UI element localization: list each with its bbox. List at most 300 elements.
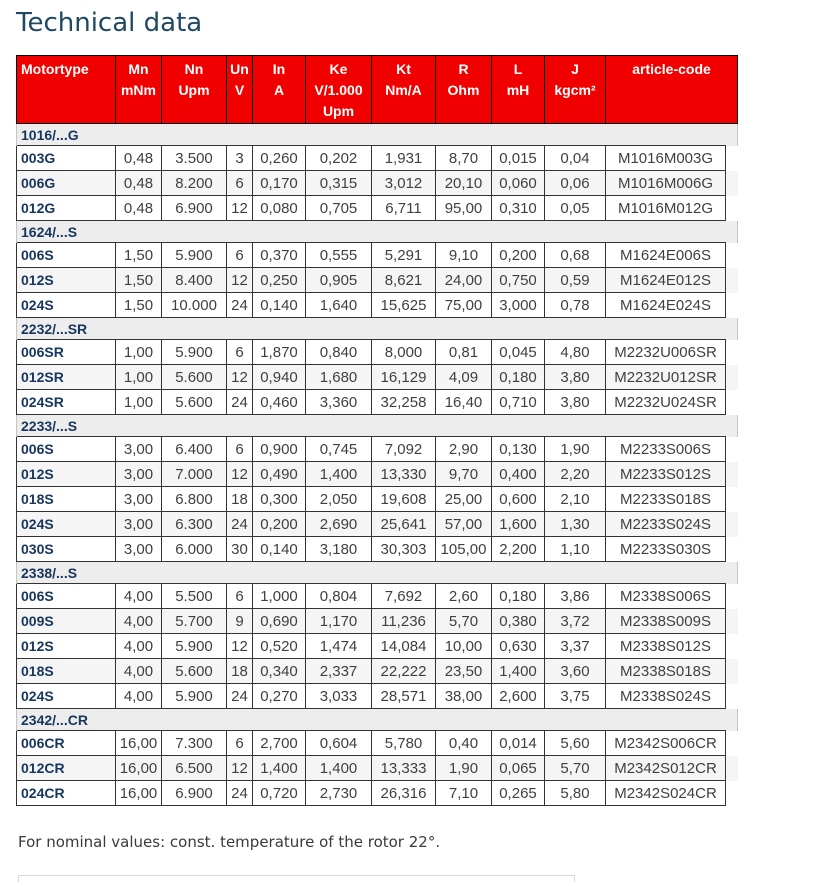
column-header-nn: Nn Upm <box>162 56 227 124</box>
header-row <box>17 56 738 124</box>
kt-cell: 22,222 <box>372 659 436 684</box>
bottom-partial-box <box>18 875 575 882</box>
mn-cell: 16,00 <box>116 781 162 806</box>
un-cell: 24 <box>227 684 253 709</box>
un-cell: 12 <box>227 756 253 781</box>
l-cell: 0,750 <box>492 268 545 293</box>
l-cell: 0,380 <box>492 609 545 634</box>
article-code-cell: M2232U012SR <box>606 365 726 390</box>
in-cell: 1,400 <box>253 756 306 781</box>
filler-cell <box>726 584 738 609</box>
column-header-l: L mH <box>492 56 545 124</box>
nn-cell: 8.200 <box>162 171 227 196</box>
ke-cell: 0,202 <box>306 146 372 171</box>
data-row <box>17 781 738 806</box>
l-cell: 3,000 <box>492 293 545 318</box>
mn-cell: 1,50 <box>116 243 162 268</box>
r-cell: 10,00 <box>436 634 492 659</box>
nn-cell: 6.300 <box>162 512 227 537</box>
r-cell: 7,10 <box>436 781 492 806</box>
r-cell: 16,40 <box>436 390 492 415</box>
in-cell: 0,300 <box>253 487 306 512</box>
un-cell: 12 <box>227 365 253 390</box>
un-cell: 3 <box>227 146 253 171</box>
data-row <box>17 609 738 634</box>
mn-cell: 4,00 <box>116 609 162 634</box>
filler-cell <box>726 684 738 709</box>
motortype-cell: 003G <box>17 146 116 171</box>
ke-cell: 2,730 <box>306 781 372 806</box>
ke-cell: 1,640 <box>306 293 372 318</box>
l-cell: 2,200 <box>492 537 545 562</box>
kt-cell: 8,621 <box>372 268 436 293</box>
filler-cell <box>726 340 738 365</box>
filler-cell <box>726 243 738 268</box>
mn-cell: 4,00 <box>116 659 162 684</box>
j-cell: 1,90 <box>545 437 606 462</box>
in-cell: 0,720 <box>253 781 306 806</box>
data-row <box>17 243 738 268</box>
mn-cell: 0,48 <box>116 146 162 171</box>
data-row <box>17 634 738 659</box>
motortype-cell: 006G <box>17 171 116 196</box>
motortype-cell: 006S <box>17 243 116 268</box>
article-code-cell: M2338S018S <box>606 659 726 684</box>
filler-cell <box>726 537 738 562</box>
data-row <box>17 684 738 709</box>
mn-cell: 4,00 <box>116 584 162 609</box>
group-label: 2338/...S <box>17 562 738 584</box>
filler-cell <box>726 390 738 415</box>
un-cell: 12 <box>227 462 253 487</box>
group-label: 2233/...S <box>17 415 738 437</box>
mn-cell: 3,00 <box>116 512 162 537</box>
article-code-cell: M1016M006G <box>606 171 726 196</box>
motortype-cell: 009S <box>17 609 116 634</box>
un-cell: 6 <box>227 584 253 609</box>
in-cell: 0,250 <box>253 268 306 293</box>
page-title: Technical data <box>16 8 203 38</box>
r-cell: 24,00 <box>436 268 492 293</box>
data-row <box>17 340 738 365</box>
column-header-kt: Kt Nm/A <box>372 56 436 124</box>
kt-cell: 30,303 <box>372 537 436 562</box>
nn-cell: 6.800 <box>162 487 227 512</box>
l-cell: 1,400 <box>492 659 545 684</box>
motortype-cell: 012S <box>17 634 116 659</box>
group-label: 1016/...G <box>17 124 738 146</box>
ke-cell: 1,170 <box>306 609 372 634</box>
data-row <box>17 731 738 756</box>
nn-cell: 5.600 <box>162 659 227 684</box>
article-code-cell: M1016M012G <box>606 196 726 221</box>
j-cell: 5,80 <box>545 781 606 806</box>
l-cell: 0,065 <box>492 756 545 781</box>
kt-cell: 11,236 <box>372 609 436 634</box>
kt-cell: 13,330 <box>372 462 436 487</box>
article-code-cell: M1624E024S <box>606 293 726 318</box>
r-cell: 9,10 <box>436 243 492 268</box>
data-row <box>17 512 738 537</box>
filler-cell <box>726 731 738 756</box>
un-cell: 6 <box>227 437 253 462</box>
in-cell: 1,000 <box>253 584 306 609</box>
filler-cell <box>726 293 738 318</box>
r-cell: 25,00 <box>436 487 492 512</box>
l-cell: 0,180 <box>492 584 545 609</box>
ke-cell: 0,555 <box>306 243 372 268</box>
nn-cell: 3.500 <box>162 146 227 171</box>
ke-cell: 0,705 <box>306 196 372 221</box>
r-cell: 95,00 <box>436 196 492 221</box>
motortype-cell: 012SR <box>17 365 116 390</box>
l-cell: 2,600 <box>492 684 545 709</box>
article-code-cell: M2232U006SR <box>606 340 726 365</box>
kt-cell: 5,780 <box>372 731 436 756</box>
motortype-cell: 024S <box>17 293 116 318</box>
mn-cell: 16,00 <box>116 731 162 756</box>
j-cell: 3,37 <box>545 634 606 659</box>
article-code-cell: M2342S024CR <box>606 781 726 806</box>
kt-cell: 1,931 <box>372 146 436 171</box>
filler-cell <box>726 171 738 196</box>
mn-cell: 1,00 <box>116 340 162 365</box>
column-header-r: R Ohm <box>436 56 492 124</box>
kt-cell: 32,258 <box>372 390 436 415</box>
in-cell: 0,490 <box>253 462 306 487</box>
mn-cell: 3,00 <box>116 537 162 562</box>
kt-cell: 28,571 <box>372 684 436 709</box>
group-row <box>17 415 738 437</box>
ke-cell: 3,360 <box>306 390 372 415</box>
filler-cell <box>726 609 738 634</box>
un-cell: 24 <box>227 293 253 318</box>
data-row <box>17 196 738 221</box>
un-cell: 12 <box>227 268 253 293</box>
article-code-cell: M1016M003G <box>606 146 726 171</box>
j-cell: 3,75 <box>545 684 606 709</box>
r-cell: 2,60 <box>436 584 492 609</box>
l-cell: 0,130 <box>492 437 545 462</box>
filler-cell <box>726 634 738 659</box>
nn-cell: 6.900 <box>162 196 227 221</box>
data-row <box>17 487 738 512</box>
nn-cell: 5.900 <box>162 340 227 365</box>
un-cell: 18 <box>227 487 253 512</box>
ke-cell: 0,604 <box>306 731 372 756</box>
un-cell: 30 <box>227 537 253 562</box>
un-cell: 6 <box>227 731 253 756</box>
j-cell: 3,60 <box>545 659 606 684</box>
un-cell: 6 <box>227 171 253 196</box>
in-cell: 0,140 <box>253 537 306 562</box>
filler-cell <box>726 756 738 781</box>
filler-cell <box>726 365 738 390</box>
in-cell: 2,700 <box>253 731 306 756</box>
nn-cell: 5.900 <box>162 243 227 268</box>
ke-cell: 2,690 <box>306 512 372 537</box>
kt-cell: 13,333 <box>372 756 436 781</box>
nn-cell: 6.000 <box>162 537 227 562</box>
in-cell: 0,270 <box>253 684 306 709</box>
kt-cell: 19,608 <box>372 487 436 512</box>
l-cell: 0,400 <box>492 462 545 487</box>
nn-cell: 7.300 <box>162 731 227 756</box>
data-row <box>17 365 738 390</box>
technical-data-table <box>16 55 738 806</box>
data-row <box>17 437 738 462</box>
motortype-cell: 012S <box>17 462 116 487</box>
motortype-cell: 012G <box>17 196 116 221</box>
in-cell: 0,690 <box>253 609 306 634</box>
j-cell: 1,10 <box>545 537 606 562</box>
in-cell: 0,370 <box>253 243 306 268</box>
j-cell: 5,60 <box>545 731 606 756</box>
motortype-cell: 024CR <box>17 781 116 806</box>
data-row <box>17 659 738 684</box>
data-row <box>17 584 738 609</box>
l-cell: 0,710 <box>492 390 545 415</box>
ke-cell: 1,400 <box>306 756 372 781</box>
un-cell: 12 <box>227 196 253 221</box>
j-cell: 0,78 <box>545 293 606 318</box>
group-row <box>17 562 738 584</box>
ke-cell: 1,474 <box>306 634 372 659</box>
un-cell: 12 <box>227 634 253 659</box>
j-cell: 3,80 <box>545 390 606 415</box>
motortype-cell: 024S <box>17 684 116 709</box>
article-code-cell: M2342S006CR <box>606 731 726 756</box>
mn-cell: 1,00 <box>116 365 162 390</box>
article-code-cell: M2338S024S <box>606 684 726 709</box>
motortype-cell: 006S <box>17 437 116 462</box>
article-code-cell: M2338S012S <box>606 634 726 659</box>
r-cell: 20,10 <box>436 171 492 196</box>
column-header-article-code: article-code <box>606 56 738 124</box>
un-cell: 24 <box>227 512 253 537</box>
in-cell: 0,170 <box>253 171 306 196</box>
in-cell: 0,340 <box>253 659 306 684</box>
nn-cell: 10.000 <box>162 293 227 318</box>
motortype-cell: 018S <box>17 487 116 512</box>
column-header-in: In A <box>253 56 306 124</box>
r-cell: 2,90 <box>436 437 492 462</box>
data-row <box>17 171 738 196</box>
filler-cell <box>726 268 738 293</box>
column-header-un: Un V <box>227 56 253 124</box>
article-code-cell: M2338S006S <box>606 584 726 609</box>
article-code-cell: M2233S024S <box>606 512 726 537</box>
filler-cell <box>726 462 738 487</box>
motortype-cell: 012S <box>17 268 116 293</box>
group-row <box>17 124 738 146</box>
group-row <box>17 318 738 340</box>
motortype-cell: 030S <box>17 537 116 562</box>
article-code-cell: M1624E012S <box>606 268 726 293</box>
mn-cell: 3,00 <box>116 437 162 462</box>
mn-cell: 3,00 <box>116 487 162 512</box>
article-code-cell: M2233S018S <box>606 487 726 512</box>
nn-cell: 6.400 <box>162 437 227 462</box>
r-cell: 4,09 <box>436 365 492 390</box>
data-row <box>17 268 738 293</box>
filler-cell <box>726 781 738 806</box>
mn-cell: 3,00 <box>116 462 162 487</box>
kt-cell: 7,692 <box>372 584 436 609</box>
ke-cell: 1,680 <box>306 365 372 390</box>
r-cell: 5,70 <box>436 609 492 634</box>
motortype-cell: 018S <box>17 659 116 684</box>
ke-cell: 0,905 <box>306 268 372 293</box>
group-label: 2232/...SR <box>17 318 738 340</box>
un-cell: 6 <box>227 340 253 365</box>
group-row <box>17 221 738 243</box>
in-cell: 0,140 <box>253 293 306 318</box>
data-row <box>17 293 738 318</box>
r-cell: 23,50 <box>436 659 492 684</box>
j-cell: 3,80 <box>545 365 606 390</box>
column-header-mn: Mn mNm <box>116 56 162 124</box>
l-cell: 0,630 <box>492 634 545 659</box>
table-body <box>17 124 738 806</box>
kt-cell: 14,084 <box>372 634 436 659</box>
mn-cell: 0,48 <box>116 196 162 221</box>
motortype-cell: 012CR <box>17 756 116 781</box>
j-cell: 0,59 <box>545 268 606 293</box>
group-label: 2342/...CR <box>17 709 738 731</box>
motortype-cell: 006SR <box>17 340 116 365</box>
mn-cell: 1,50 <box>116 268 162 293</box>
nn-cell: 8.400 <box>162 268 227 293</box>
kt-cell: 6,711 <box>372 196 436 221</box>
group-label: 1624/...S <box>17 221 738 243</box>
filler-cell <box>726 487 738 512</box>
ke-cell: 0,804 <box>306 584 372 609</box>
column-header-ke: Ke V/1.000 Upm <box>306 56 372 124</box>
mn-cell: 0,48 <box>116 171 162 196</box>
nn-cell: 5.600 <box>162 365 227 390</box>
article-code-cell: M2233S012S <box>606 462 726 487</box>
l-cell: 0,310 <box>492 196 545 221</box>
data-row <box>17 390 738 415</box>
data-row <box>17 146 738 171</box>
r-cell: 38,00 <box>436 684 492 709</box>
filler-cell <box>726 512 738 537</box>
un-cell: 6 <box>227 243 253 268</box>
kt-cell: 15,625 <box>372 293 436 318</box>
kt-cell: 3,012 <box>372 171 436 196</box>
article-code-cell: M2342S012CR <box>606 756 726 781</box>
nn-cell: 5.900 <box>162 634 227 659</box>
un-cell: 24 <box>227 781 253 806</box>
filler-cell <box>726 196 738 221</box>
filler-cell <box>726 659 738 684</box>
filler-cell <box>726 146 738 171</box>
ke-cell: 0,745 <box>306 437 372 462</box>
article-code-cell: M2233S030S <box>606 537 726 562</box>
un-cell: 24 <box>227 390 253 415</box>
in-cell: 0,260 <box>253 146 306 171</box>
motortype-cell: 024S <box>17 512 116 537</box>
ke-cell: 0,315 <box>306 171 372 196</box>
group-row <box>17 709 738 731</box>
in-cell: 0,200 <box>253 512 306 537</box>
in-cell: 0,520 <box>253 634 306 659</box>
kt-cell: 16,129 <box>372 365 436 390</box>
data-row <box>17 537 738 562</box>
nn-cell: 5.900 <box>162 684 227 709</box>
j-cell: 3,72 <box>545 609 606 634</box>
j-cell: 0,68 <box>545 243 606 268</box>
l-cell: 1,600 <box>492 512 545 537</box>
article-code-cell: M2233S006S <box>606 437 726 462</box>
r-cell: 0,81 <box>436 340 492 365</box>
kt-cell: 8,000 <box>372 340 436 365</box>
l-cell: 0,600 <box>492 487 545 512</box>
mn-cell: 4,00 <box>116 634 162 659</box>
ke-cell: 2,337 <box>306 659 372 684</box>
in-cell: 1,870 <box>253 340 306 365</box>
j-cell: 5,70 <box>545 756 606 781</box>
mn-cell: 16,00 <box>116 756 162 781</box>
j-cell: 3,86 <box>545 584 606 609</box>
l-cell: 0,014 <box>492 731 545 756</box>
j-cell: 2,10 <box>545 487 606 512</box>
j-cell: 0,06 <box>545 171 606 196</box>
in-cell: 0,080 <box>253 196 306 221</box>
table-header <box>17 56 738 124</box>
footnote: For nominal values: const. temperature of the rotor 22°. <box>18 833 441 851</box>
article-code-cell: M2338S009S <box>606 609 726 634</box>
article-code-cell: M2232U024SR <box>606 390 726 415</box>
column-header-motortype: Motortype <box>17 56 116 124</box>
mn-cell: 4,00 <box>116 684 162 709</box>
kt-cell: 26,316 <box>372 781 436 806</box>
ke-cell: 0,840 <box>306 340 372 365</box>
nn-cell: 5.500 <box>162 584 227 609</box>
nn-cell: 5.700 <box>162 609 227 634</box>
mn-cell: 1,50 <box>116 293 162 318</box>
r-cell: 8,70 <box>436 146 492 171</box>
ke-cell: 2,050 <box>306 487 372 512</box>
l-cell: 0,015 <box>492 146 545 171</box>
nn-cell: 5.600 <box>162 390 227 415</box>
motortype-cell: 024SR <box>17 390 116 415</box>
r-cell: 75,00 <box>436 293 492 318</box>
l-cell: 0,045 <box>492 340 545 365</box>
j-cell: 0,05 <box>545 196 606 221</box>
l-cell: 0,060 <box>492 171 545 196</box>
data-row <box>17 756 738 781</box>
ke-cell: 3,033 <box>306 684 372 709</box>
nn-cell: 6.500 <box>162 756 227 781</box>
r-cell: 0,40 <box>436 731 492 756</box>
column-header-j: J kgcm² <box>545 56 606 124</box>
ke-cell: 3,180 <box>306 537 372 562</box>
l-cell: 0,265 <box>492 781 545 806</box>
j-cell: 2,20 <box>545 462 606 487</box>
motortype-cell: 006CR <box>17 731 116 756</box>
mn-cell: 1,00 <box>116 390 162 415</box>
in-cell: 0,940 <box>253 365 306 390</box>
r-cell: 1,90 <box>436 756 492 781</box>
j-cell: 1,30 <box>545 512 606 537</box>
in-cell: 0,900 <box>253 437 306 462</box>
un-cell: 18 <box>227 659 253 684</box>
data-row <box>17 462 738 487</box>
l-cell: 0,180 <box>492 365 545 390</box>
un-cell: 9 <box>227 609 253 634</box>
